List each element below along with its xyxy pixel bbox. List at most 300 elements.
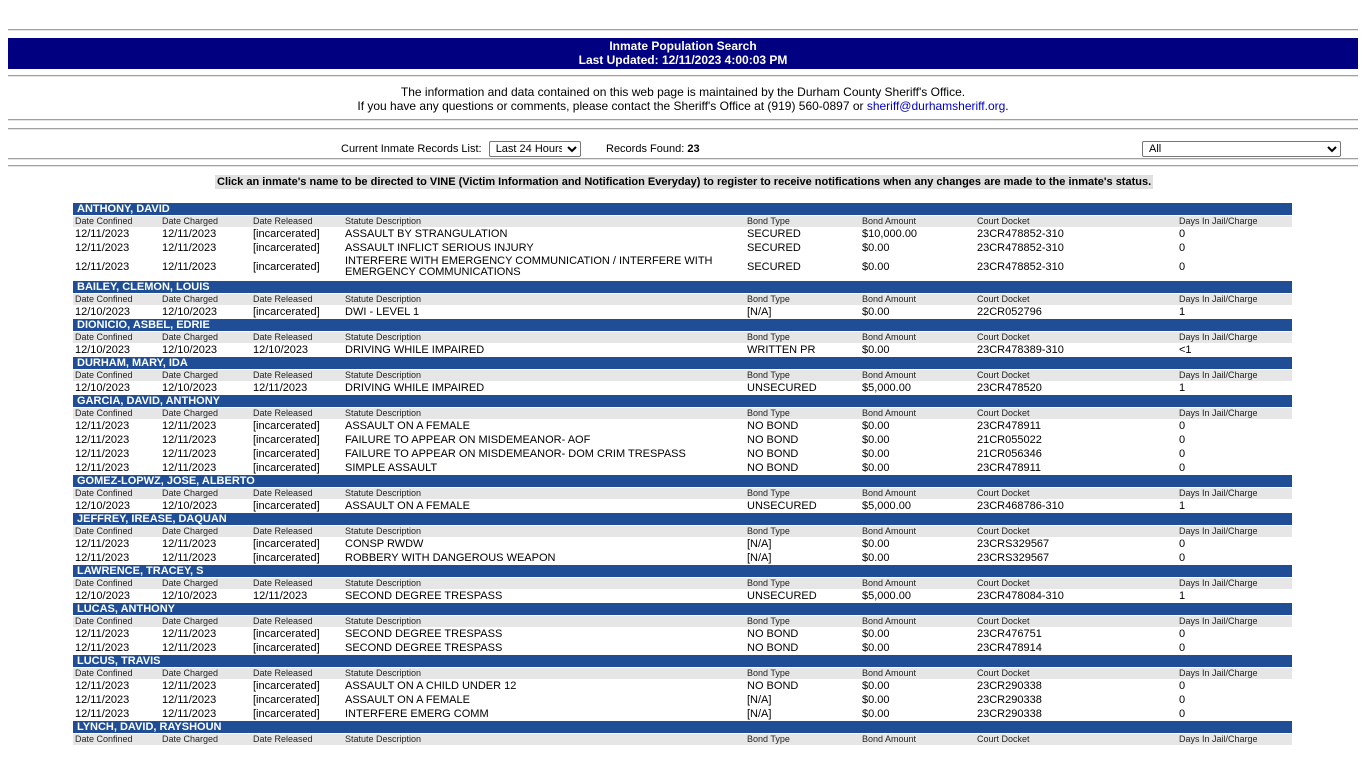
bond-amount: $0.00 [862, 642, 890, 654]
column-header-date-released: Date Released [253, 668, 313, 678]
bond-type: WRITTEN PR [747, 344, 816, 356]
charge-row [73, 343, 1292, 357]
column-header-date-released: Date Released [253, 294, 313, 304]
date-released: [incarcerated] [253, 642, 320, 654]
column-header-bond-amount: Bond Amount [862, 526, 917, 536]
column-header-court-docket: Court Docket [977, 734, 1030, 744]
records-found-label: Records Found: [606, 143, 685, 155]
inmate-name-link[interactable]: DURHAM, MARY, IDA [73, 357, 1292, 369]
bond-amount: $0.00 [862, 538, 890, 550]
column-header-days-in-jail: Days In Jail/Charge [1179, 294, 1258, 304]
date-released: [incarcerated] [253, 448, 320, 460]
charge-row [73, 537, 1292, 551]
statute-description: SECOND DEGREE TRESPASS [345, 642, 503, 654]
date-released: [incarcerated] [253, 708, 320, 720]
column-header-date-charged: Date Charged [162, 216, 219, 226]
column-header-days-in-jail: Days In Jail/Charge [1179, 488, 1258, 498]
bond-type: NO BOND [747, 462, 799, 474]
column-header-row [73, 216, 1292, 227]
date-confined: 12/10/2023 [75, 500, 131, 512]
column-header-days-in-jail: Days In Jail/Charge [1179, 616, 1258, 626]
date-released: [incarcerated] [253, 538, 320, 550]
bond-amount: $0.00 [862, 448, 890, 460]
charge-row [73, 381, 1292, 395]
charge-row [73, 241, 1292, 255]
bond-type: [N/A] [747, 306, 772, 318]
bond-amount: $0.00 [862, 344, 890, 356]
statute-description: ROBBERY WITH DANGEROUS WEAPON [345, 552, 556, 564]
date-released: [incarcerated] [253, 462, 320, 474]
court-docket: 23CR478914 [977, 642, 1042, 654]
column-header-date-confined: Date Confined [75, 616, 133, 626]
charge-row [73, 641, 1292, 655]
court-docket: 23CR468786-310 [977, 500, 1064, 512]
date-confined: 12/11/2023 [75, 434, 130, 446]
date-released: 12/11/2023 [253, 382, 308, 394]
bond-amount: $0.00 [862, 306, 890, 318]
records-list-control [341, 141, 581, 157]
date-charged: 12/11/2023 [162, 642, 217, 654]
court-docket: 23CR476751 [977, 628, 1042, 640]
bond-type: [N/A] [747, 552, 772, 564]
bond-amount: $0.00 [862, 552, 890, 564]
bond-amount: $0.00 [862, 434, 890, 446]
column-header-bond-amount: Bond Amount [862, 332, 917, 342]
column-header-bond-amount: Bond Amount [862, 294, 917, 304]
court-docket: 23CRS329567 [977, 538, 1050, 550]
column-header-row [73, 332, 1292, 343]
column-header-bond-amount: Bond Amount [862, 216, 917, 226]
column-header-date-released: Date Released [253, 488, 313, 498]
column-header-date-released: Date Released [253, 734, 313, 744]
charge-row [73, 461, 1292, 475]
column-header-date-charged: Date Charged [162, 526, 219, 536]
court-docket: 23CR478852-310 [977, 242, 1064, 254]
page-title: Inmate Population Search [609, 39, 757, 53]
bond-amount: $5,000.00 [862, 500, 911, 512]
column-header-bond-amount: Bond Amount [862, 734, 917, 744]
date-released: [incarcerated] [253, 228, 320, 240]
info-line-2-text: If you have any questions or comments, please contact the Sheriff's Office at (919) 560-0897 or [357, 99, 867, 113]
date-charged: 12/11/2023 [162, 448, 217, 460]
column-header-bond-type: Bond Type [747, 332, 790, 342]
filter-control [1142, 141, 1341, 157]
date-released: [incarcerated] [253, 420, 320, 432]
column-header-row [73, 294, 1292, 305]
column-header-row [73, 488, 1292, 499]
column-header-date-charged: Date Charged [162, 616, 219, 626]
days-in-jail: 0 [1179, 420, 1186, 432]
column-header-date-confined: Date Confined [75, 734, 133, 744]
charge-row [73, 679, 1292, 693]
column-header-date-confined: Date Confined [75, 408, 133, 418]
days-in-jail: 0 [1179, 680, 1186, 692]
court-docket: 23CR290338 [977, 708, 1042, 720]
charge-row [73, 589, 1292, 603]
bond-type: SECURED [747, 261, 801, 273]
column-header-bond-amount: Bond Amount [862, 408, 917, 418]
date-charged: 12/11/2023 [162, 680, 217, 692]
column-header-bond-amount: Bond Amount [862, 578, 917, 588]
days-in-jail: 0 [1179, 228, 1186, 240]
records-found [606, 143, 700, 155]
date-released: [incarcerated] [253, 306, 320, 318]
column-header-date-released: Date Released [253, 578, 313, 588]
inmate-name-link[interactable]: DIONICIO, ASBEL, EDRIE [73, 319, 1292, 331]
bond-amount: $0.00 [862, 420, 890, 432]
column-header-statute-description: Statute Description [345, 668, 422, 678]
column-header-bond-type: Bond Type [747, 734, 790, 744]
column-header-bond-amount: Bond Amount [862, 488, 917, 498]
statute-description: FAILURE TO APPEAR ON MISDEMEANOR- AOF [345, 434, 591, 446]
bond-type: UNSECURED [747, 500, 817, 512]
date-released: [incarcerated] [253, 680, 320, 692]
inmate-name-link[interactable]: LYNCH, DAVID, RAYSHOUN [73, 721, 1292, 733]
days-in-jail: 0 [1179, 552, 1186, 564]
column-header-bond-type: Bond Type [747, 526, 790, 536]
days-in-jail: 0 [1179, 462, 1186, 474]
date-confined: 12/11/2023 [75, 228, 130, 240]
date-confined: 12/11/2023 [75, 448, 130, 460]
column-header-days-in-jail: Days In Jail/Charge [1179, 734, 1258, 744]
column-header-court-docket: Court Docket [977, 616, 1030, 626]
column-header-date-confined: Date Confined [75, 578, 133, 588]
statute-description: SECOND DEGREE TRESPASS [345, 590, 503, 602]
days-in-jail: 1 [1179, 500, 1186, 512]
date-confined: 12/11/2023 [75, 694, 130, 706]
column-header-court-docket: Court Docket [977, 578, 1030, 588]
days-in-jail: <1 [1179, 344, 1192, 356]
column-header-date-charged: Date Charged [162, 488, 219, 498]
date-confined: 12/11/2023 [75, 708, 130, 720]
date-charged: 12/11/2023 [162, 538, 217, 550]
column-header-date-charged: Date Charged [162, 408, 219, 418]
date-charged: 12/10/2023 [162, 382, 218, 394]
date-confined: 12/11/2023 [75, 552, 130, 564]
date-charged: 12/11/2023 [162, 552, 217, 564]
date-released: 12/10/2023 [253, 344, 309, 356]
column-header-date-released: Date Released [253, 370, 313, 380]
date-charged: 12/11/2023 [162, 420, 217, 432]
column-header-date-released: Date Released [253, 332, 313, 342]
date-confined: 12/11/2023 [75, 462, 130, 474]
days-in-jail: 0 [1179, 538, 1186, 550]
charge-row [73, 627, 1292, 641]
email-link[interactable]: sheriff@durhamsheriff.org [866, 99, 1006, 113]
statute-description: ASSAULT BY STRANGULATION [345, 228, 508, 240]
statute-description: ASSAULT INFLICT SERIOUS INJURY [345, 242, 534, 254]
statute-description: ASSAULT ON A FEMALE [345, 694, 470, 706]
inmate-name-link[interactable]: LUCAS, ANTHONY [73, 603, 1292, 615]
date-charged: 12/11/2023 [162, 462, 217, 474]
column-header-court-docket: Court Docket [977, 488, 1030, 498]
column-header-statute-description: Statute Description [345, 294, 422, 304]
charge-row [73, 447, 1292, 461]
statute-description: DRIVING WHILE IMPAIRED [345, 344, 485, 356]
column-header-court-docket: Court Docket [977, 332, 1030, 342]
column-header-date-confined: Date Confined [75, 216, 133, 226]
date-charged: 12/10/2023 [162, 590, 218, 602]
records-list-label: Current Inmate Records List: [341, 143, 482, 155]
column-header-date-confined: Date Confined [75, 526, 133, 536]
info-line-2-end: . [1005, 99, 1009, 113]
vine-instructions: Click an inmate's name to be directed to VINE (Victim Information and Notification Everyday) to register to receive notifications when any changes are made to the inmate's status. [217, 176, 1152, 188]
bond-type: [N/A] [747, 694, 772, 706]
charge-row [73, 419, 1292, 433]
statute-description: INTERFERE WITH EMERGENCY COMMUNICATION / INTERFERE WITH EMERGENCY COMMUNICATIONS [345, 255, 713, 278]
column-header-statute-description: Statute Description [345, 488, 422, 498]
statute-description: SECOND DEGREE TRESPASS [345, 628, 503, 640]
bond-amount: $5,000.00 [862, 590, 911, 602]
column-header-date-confined: Date Confined [75, 668, 133, 678]
bond-amount: $0.00 [862, 708, 890, 720]
charge-row [73, 499, 1292, 513]
court-docket: 21CR055022 [977, 434, 1042, 446]
court-docket: 23CR478911 [977, 462, 1042, 474]
column-header-court-docket: Court Docket [977, 668, 1030, 678]
bond-type: NO BOND [747, 448, 799, 460]
column-header-bond-type: Bond Type [747, 408, 790, 418]
column-header-bond-amount: Bond Amount [862, 668, 917, 678]
charge-row [73, 255, 1292, 281]
days-in-jail: 0 [1179, 434, 1186, 446]
date-charged: 12/11/2023 [162, 694, 217, 706]
column-header-court-docket: Court Docket [977, 216, 1030, 226]
filter-select[interactable] [1142, 141, 1341, 157]
column-header-date-charged: Date Charged [162, 734, 219, 744]
inmate-name-link[interactable]: LUCUS, TRAVIS [73, 655, 1292, 667]
court-docket: 22CR052796 [977, 306, 1042, 318]
statute-description: CONSP RWDW [345, 538, 424, 550]
column-header-date-confined: Date Confined [75, 370, 133, 380]
bond-type: [N/A] [747, 708, 772, 720]
charge-row [73, 707, 1292, 721]
court-docket: 23CR478911 [977, 420, 1042, 432]
column-header-row [73, 734, 1292, 745]
charge-row [73, 227, 1292, 241]
court-docket: 23CR478084-310 [977, 590, 1064, 602]
column-header-row [73, 526, 1292, 537]
column-header-days-in-jail: Days In Jail/Charge [1179, 408, 1258, 418]
inmate-name-link[interactable]: LAWRENCE, TRACEY, S [73, 565, 1292, 577]
inmate-name-link[interactable]: BAILEY, CLEMON, LOUIS [73, 281, 1292, 293]
records-list-select[interactable] [489, 141, 581, 157]
date-charged: 12/11/2023 [162, 261, 217, 273]
column-header-date-confined: Date Confined [75, 332, 133, 342]
date-charged: 12/10/2023 [162, 306, 218, 318]
days-in-jail: 1 [1179, 382, 1186, 394]
court-docket: 23CR478852-310 [977, 228, 1064, 240]
date-released: [incarcerated] [253, 628, 320, 640]
bond-type: UNSECURED [747, 382, 817, 394]
column-header-days-in-jail: Days In Jail/Charge [1179, 332, 1258, 342]
column-header-statute-description: Statute Description [345, 734, 422, 744]
statute-description: ASSAULT ON A CHILD UNDER 12 [345, 680, 517, 692]
bond-type: SECURED [747, 242, 801, 254]
date-released: 12/11/2023 [253, 590, 308, 602]
statute-description: DWI - LEVEL 1 [345, 306, 420, 318]
date-charged: 12/11/2023 [162, 242, 217, 254]
column-header-statute-description: Statute Description [345, 526, 422, 536]
top-divider [8, 29, 1358, 31]
column-header-date-charged: Date Charged [162, 332, 219, 342]
column-header-statute-description: Statute Description [345, 408, 422, 418]
column-header-date-charged: Date Charged [162, 370, 219, 380]
column-header-bond-type: Bond Type [747, 294, 790, 304]
days-in-jail: 0 [1179, 642, 1186, 654]
date-confined: 12/10/2023 [75, 590, 131, 602]
date-confined: 12/11/2023 [75, 242, 130, 254]
inmate-records [73, 203, 1292, 745]
date-released: [incarcerated] [253, 261, 320, 273]
column-header-row [73, 370, 1292, 381]
info-divider-1 [8, 119, 1358, 121]
bond-amount: $0.00 [862, 242, 890, 254]
days-in-jail: 1 [1179, 306, 1186, 318]
bond-type: NO BOND [747, 642, 799, 654]
column-header-date-confined: Date Confined [75, 294, 133, 304]
court-docket: 23CRS329567 [977, 552, 1050, 564]
bond-amount: $0.00 [862, 261, 890, 273]
info-block [8, 85, 1358, 113]
bond-amount: $5,000.00 [862, 382, 911, 394]
charge-row [73, 551, 1292, 565]
column-header-date-confined: Date Confined [75, 488, 133, 498]
court-docket: 21CR056346 [977, 448, 1042, 460]
date-released: [incarcerated] [253, 434, 320, 446]
column-header-row [73, 616, 1292, 627]
controls-divider-1 [8, 158, 1358, 160]
column-header-bond-type: Bond Type [747, 616, 790, 626]
inmate-name-link[interactable]: GARCIA, DAVID, ANTHONY [73, 395, 1292, 407]
charge-row [73, 305, 1292, 319]
court-docket: 23CR290338 [977, 680, 1042, 692]
column-header-days-in-jail: Days In Jail/Charge [1179, 578, 1258, 588]
date-released: [incarcerated] [253, 694, 320, 706]
statute-description: ASSAULT ON A FEMALE [345, 420, 470, 432]
column-header-statute-description: Statute Description [345, 216, 422, 226]
column-header-statute-description: Statute Description [345, 616, 422, 626]
column-header-date-released: Date Released [253, 216, 313, 226]
column-header-days-in-jail: Days In Jail/Charge [1179, 526, 1258, 536]
column-header-bond-type: Bond Type [747, 578, 790, 588]
inmate-name-link[interactable]: GOMEZ-LOPWZ, JOSE, ALBERTO [73, 475, 1292, 487]
date-released: [incarcerated] [253, 242, 320, 254]
bond-type: UNSECURED [747, 590, 817, 602]
column-header-date-released: Date Released [253, 616, 313, 626]
records-found-count: 23 [687, 143, 700, 155]
statute-description: ASSAULT ON A FEMALE [345, 500, 470, 512]
court-docket: 23CR290338 [977, 694, 1042, 706]
bond-amount: $0.00 [862, 628, 890, 640]
days-in-jail: 0 [1179, 708, 1186, 720]
info-divider-2 [8, 128, 1358, 130]
date-confined: 12/11/2023 [75, 628, 130, 640]
date-charged: 12/10/2023 [162, 500, 218, 512]
statute-description: DRIVING WHILE IMPAIRED [345, 382, 485, 394]
bond-type: NO BOND [747, 420, 799, 432]
days-in-jail: 1 [1179, 590, 1186, 602]
last-updated: Last Updated: 12/11/2023 4:00:03 PM [578, 53, 788, 67]
date-charged: 12/10/2023 [162, 344, 218, 356]
charge-row [73, 693, 1292, 707]
days-in-jail: 0 [1179, 242, 1186, 254]
statute-description: FAILURE TO APPEAR ON MISDEMEANOR- DOM CRIM TRESPASS [345, 448, 686, 460]
column-header-days-in-jail: Days In Jail/Charge [1179, 370, 1258, 380]
column-header-statute-description: Statute Description [345, 332, 422, 342]
column-header-bond-type: Bond Type [747, 488, 790, 498]
bond-amount: $0.00 [862, 680, 890, 692]
court-docket: 23CR478389-310 [977, 344, 1064, 356]
date-confined: 12/10/2023 [75, 382, 131, 394]
court-docket: 23CR478520 [977, 382, 1042, 394]
bond-type: SECURED [747, 228, 801, 240]
statute-description: INTERFERE EMERG COMM [345, 708, 489, 720]
column-header-statute-description: Statute Description [345, 578, 422, 588]
header-divider [8, 75, 1358, 77]
column-header-date-charged: Date Charged [162, 668, 219, 678]
date-charged: 12/11/2023 [162, 228, 217, 240]
column-header-date-released: Date Released [253, 526, 313, 536]
column-header-court-docket: Court Docket [977, 370, 1030, 380]
info-line-2 [8, 99, 1358, 113]
column-header-bond-type: Bond Type [747, 668, 790, 678]
column-header-row [73, 408, 1292, 419]
date-confined: 12/11/2023 [75, 420, 130, 432]
controls-divider-2 [8, 165, 1358, 167]
charge-row [73, 433, 1292, 447]
bond-type: NO BOND [747, 434, 799, 446]
page-header [8, 38, 1358, 69]
inmate-name-link[interactable]: JEFFREY, IREASE, DAQUAN [73, 513, 1292, 525]
days-in-jail: 0 [1179, 628, 1186, 640]
bond-type: NO BOND [747, 628, 799, 640]
date-confined: 12/11/2023 [75, 642, 130, 654]
date-released: [incarcerated] [253, 552, 320, 564]
date-released: [incarcerated] [253, 500, 320, 512]
column-header-bond-amount: Bond Amount [862, 370, 917, 380]
date-confined: 12/11/2023 [75, 261, 130, 273]
column-header-court-docket: Court Docket [977, 526, 1030, 536]
bond-amount: $10,000.00 [862, 228, 918, 240]
column-header-bond-type: Bond Type [747, 370, 790, 380]
date-charged: 12/11/2023 [162, 628, 217, 640]
date-confined: 12/10/2023 [75, 306, 131, 318]
column-header-statute-description: Statute Description [345, 370, 422, 380]
date-confined: 12/10/2023 [75, 344, 131, 356]
statute-description: SIMPLE ASSAULT [345, 462, 438, 474]
info-line-1: The information and data contained on this web page is maintained by the Durham County Sheriff's Office. [400, 85, 966, 99]
date-charged: 12/11/2023 [162, 708, 217, 720]
days-in-jail: 0 [1179, 261, 1186, 273]
column-header-days-in-jail: Days In Jail/Charge [1179, 216, 1258, 226]
bond-type: NO BOND [747, 680, 799, 692]
bond-amount: $0.00 [862, 462, 890, 474]
date-confined: 12/11/2023 [75, 538, 130, 550]
column-header-bond-amount: Bond Amount [862, 616, 917, 626]
date-confined: 12/11/2023 [75, 680, 130, 692]
column-header-days-in-jail: Days In Jail/Charge [1179, 668, 1258, 678]
column-header-date-charged: Date Charged [162, 578, 219, 588]
bond-amount: $0.00 [862, 694, 890, 706]
date-charged: 12/11/2023 [162, 434, 217, 446]
column-header-court-docket: Court Docket [977, 408, 1030, 418]
column-header-row [73, 578, 1292, 589]
days-in-jail: 0 [1179, 448, 1186, 460]
column-header-row [73, 668, 1292, 679]
column-header-date-charged: Date Charged [162, 294, 219, 304]
inmate-name-link[interactable]: ANTHONY, DAVID [73, 203, 1292, 215]
